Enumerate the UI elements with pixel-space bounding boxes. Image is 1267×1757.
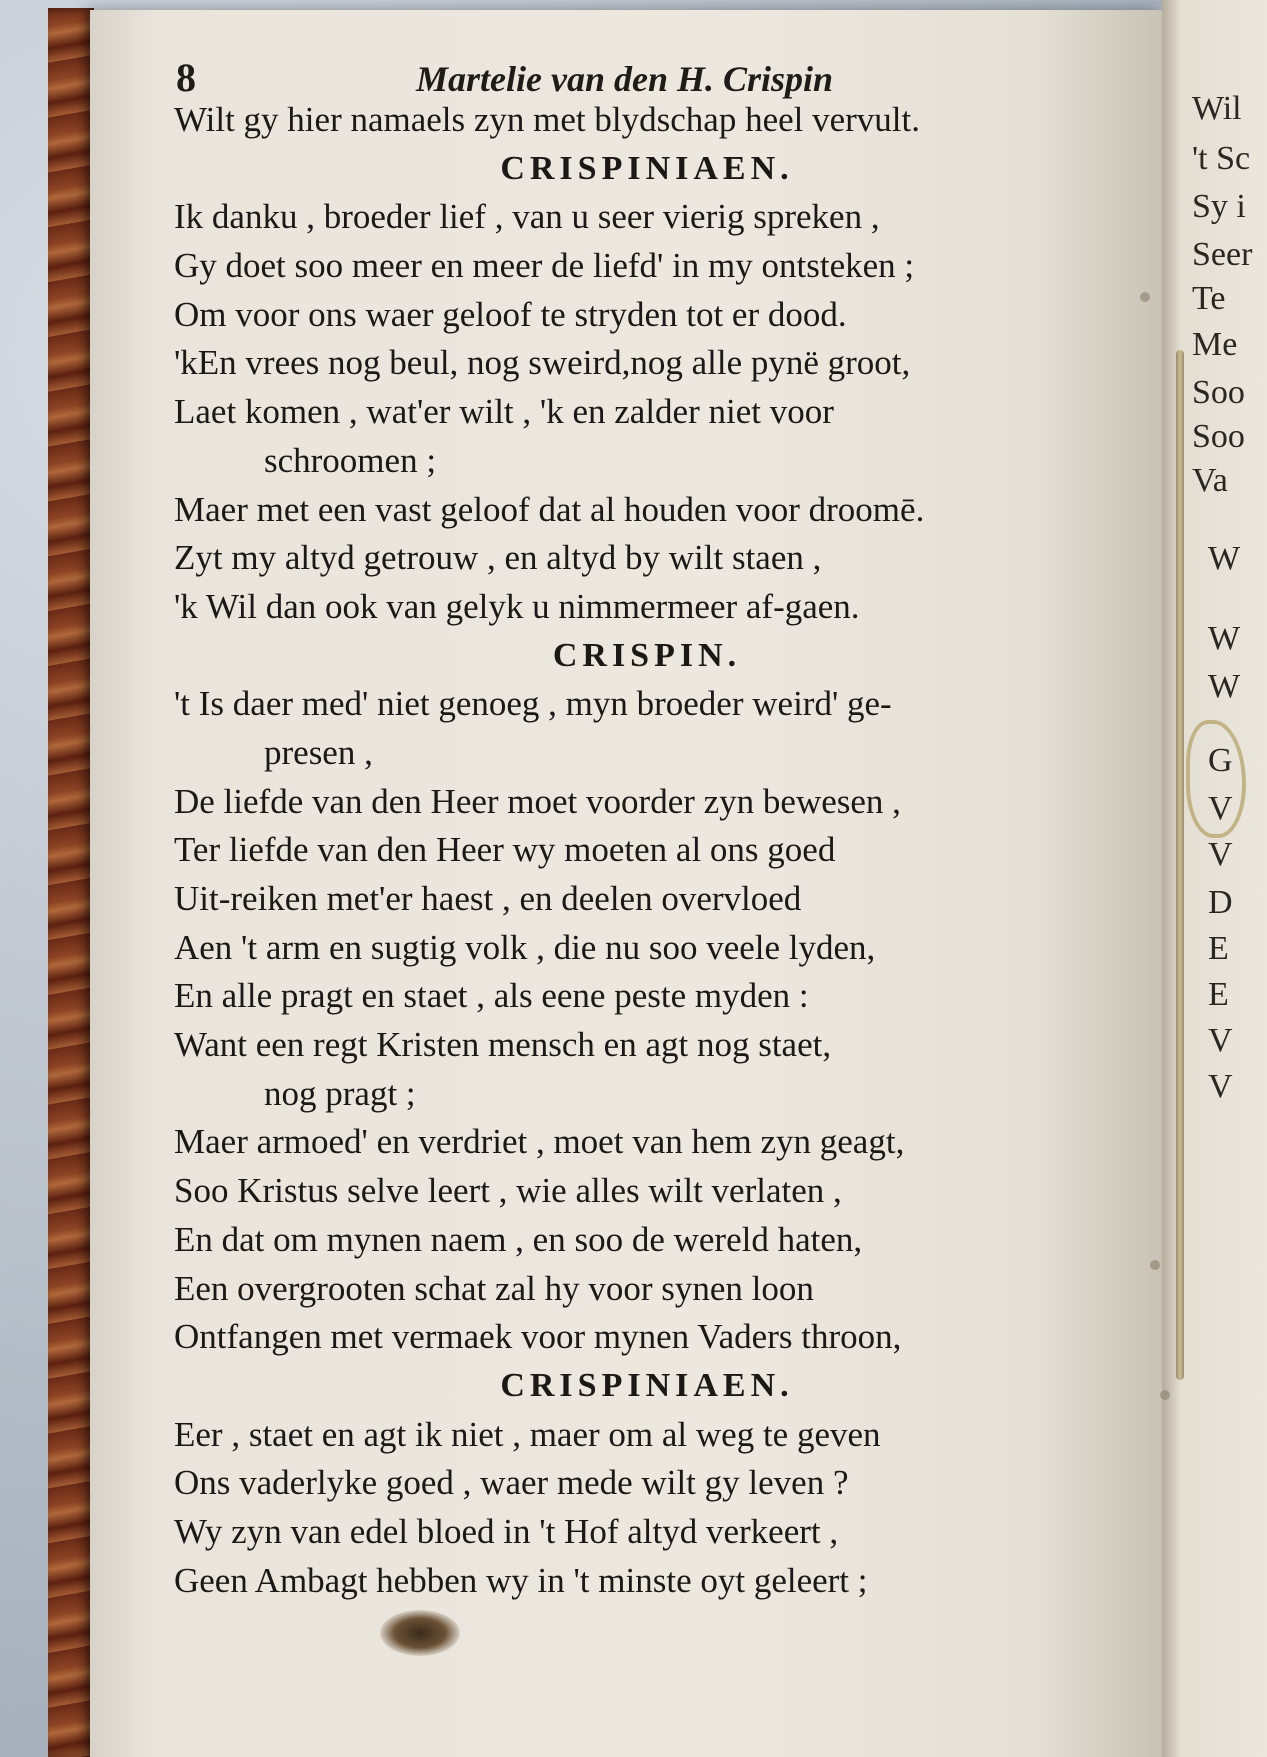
verse-line: schroomen ; <box>264 440 437 480</box>
facing-page-fragment: Va <box>1192 462 1228 499</box>
speaker-heading: CRISPINIAEN. <box>500 149 794 187</box>
facing-page-fragment: W <box>1208 540 1241 577</box>
verse-line: En dat om mynen naem , en soo de wereld haten, <box>174 1219 863 1259</box>
verse-line: Laet komen , wat'er wilt , 'k en zalder niet voor <box>174 392 834 432</box>
facing-page-fragment: V <box>1208 790 1233 827</box>
verse-line: 'kEn vrees nog beul, nog sweird,nog alle pynë groot, <box>174 343 911 383</box>
verse-line: Om voor ons waer geloof te stryden tot er dood. <box>174 294 847 334</box>
verse-line: Ons vaderlyke goed , waer mede wilt gy leven ? <box>174 1463 849 1503</box>
facing-page-fragment: G <box>1208 742 1233 779</box>
facing-page-fragment: V <box>1208 1022 1233 1059</box>
facing-page-fragment: Soo <box>1192 374 1245 411</box>
verse-line: Wilt gy hier namaels zyn met blydschap heel vervult. <box>174 100 921 139</box>
page-number: 8 <box>176 55 196 100</box>
running-title: Martelie van den H. Crispin <box>416 59 834 99</box>
verse-line: Ik danku , broeder lief , van u seer vierig spreken , <box>174 197 880 237</box>
speaker-heading: CRISPIN. <box>552 636 742 674</box>
verse-line: Maer met een vast geloof dat al houden voor droomē. <box>174 489 925 529</box>
verse-line: Eer , staet en agt ik niet , maer om al weg te geven <box>174 1414 881 1454</box>
verse-line: Zyt my altyd getrouw , en altyd by wilt staen , <box>174 538 822 578</box>
book-spine <box>48 8 94 1757</box>
facing-page-fragment: V <box>1208 1068 1233 1105</box>
facing-page-fragment: E <box>1208 930 1229 967</box>
wormhole-mark <box>1140 292 1150 302</box>
facing-page-fragment: D <box>1208 884 1233 921</box>
speaker-heading: CRISPINIAEN. <box>500 1366 794 1404</box>
binding-thread <box>1176 350 1184 1380</box>
verse-line: Ontfangen met vermaek voor mynen Vaders throon, <box>174 1317 902 1357</box>
facing-page-fragment: Seer <box>1192 236 1253 273</box>
verse-line: Gy doet soo meer en meer de liefd' in my ontsteken ; <box>174 246 915 286</box>
verse-line: nog pragt ; <box>264 1073 416 1113</box>
verse-line: Wy zyn van edel bloed in 't Hof altyd verkeert , <box>174 1511 839 1551</box>
facing-page-fragment: Te <box>1192 280 1226 317</box>
facing-page-fragment: W <box>1208 620 1241 657</box>
verse-line: Uit-reiken met'er haest , en deelen overvloed <box>174 879 802 918</box>
wormhole-mark <box>1160 1390 1170 1400</box>
verse-line: Maer armoed' en verdriet , moet van hem zyn geagt, <box>174 1122 905 1162</box>
facing-page-fragment: V <box>1208 836 1233 873</box>
verse-text <box>174 96 1120 1605</box>
facing-page-fragment: Wil <box>1192 90 1242 127</box>
verse-line: Een overgrooten schat zal hy voor synen loon <box>174 1268 814 1308</box>
verse-line: Want een regt Kristen mensch en agt nog staet, <box>174 1025 832 1065</box>
ink-stain <box>380 1610 460 1656</box>
facing-page-fragment: 't Sc <box>1192 140 1251 177</box>
verse-line: presen , <box>264 732 373 772</box>
verse-line: Soo Kristus selve leert , wie alles wilt verlaten , <box>174 1171 842 1211</box>
facing-page-fragment: W <box>1208 668 1241 705</box>
verse-line: En alle pragt en staet , als eene peste myden : <box>174 976 809 1016</box>
facing-page-fragment: Soo <box>1192 418 1245 455</box>
verse-line: 'k Wil dan ook van gelyk u nimmermeer af-gaen. <box>174 586 860 626</box>
verse-line: Geen Ambagt hebben wy in 't minste oyt geleert ; <box>174 1560 868 1600</box>
wormhole-mark <box>1150 1260 1160 1270</box>
verse-line: Ter liefde van den Heer wy moeten al ons goed <box>174 830 836 870</box>
facing-page-fragment: Sy i <box>1192 188 1246 225</box>
verse-line: De liefde van den Heer moet voorder zyn bewesen , <box>174 781 901 821</box>
verse-line: Aen 't arm en sugtig volk , die nu soo veele lyden, <box>174 927 876 967</box>
facing-page-fragment: Me <box>1192 326 1238 363</box>
verse-line: 't Is daer med' niet genoeg , myn broeder weird' ge- <box>174 684 892 724</box>
facing-page-fragment: E <box>1208 976 1229 1013</box>
